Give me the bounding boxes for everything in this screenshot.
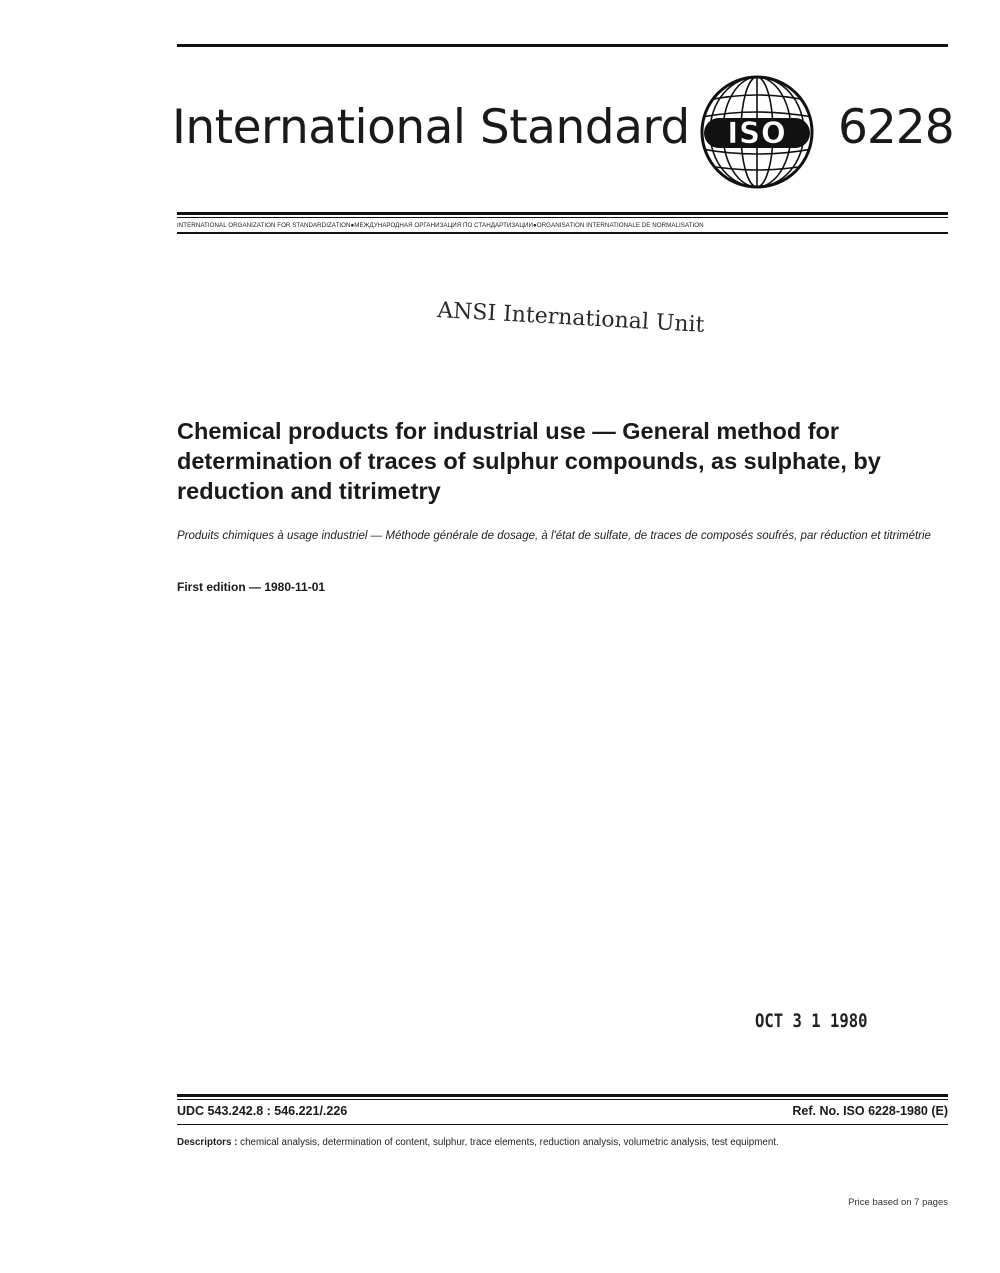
document-title: Chemical products for industrial use — General method for determination of traces of sulphur compounds, as sulphate, by reduction and titrimetry [177, 418, 881, 504]
header-rule-thick [177, 212, 948, 215]
udc-number: UDC 543.242.8 : 546.221/.226 [177, 1104, 348, 1118]
standard-title: International Standard [172, 100, 690, 155]
header-rule-thin [177, 217, 948, 218]
edition-line: First edition — 1980-11-01 [177, 580, 326, 594]
footer-rule-mid [177, 1124, 948, 1125]
footer-rule-thick [177, 1094, 948, 1097]
standard-number: 6228 [838, 100, 954, 155]
french-title: Produits chimiques à usage industriel — Méthode générale de dosage, à l'état de sulfate, de traces de composés soufrés, par réduction et titrimétrie [177, 530, 931, 542]
top-rule [177, 44, 948, 47]
ansi-stamp: ANSI International Unit [436, 298, 706, 338]
organization-line: INTERNATIONAL ORGANIZATION FOR STANDARDIZATION●МЕЖДУНАРОДНАЯ ОРГАНИЗАЦИЯ ПО СТАНДАРТИЗАЦИИ●ORGANISATION INTERNATIONALE DE NORMALISATION [177, 222, 704, 229]
footer-rule-thin [177, 1099, 948, 1100]
iso-logo-text: ISO [727, 116, 787, 150]
org-line-rule [177, 232, 948, 234]
descriptors-label: Descriptors : [177, 1137, 238, 1148]
received-date-stamp: OCT 3 1 1980 [755, 1010, 868, 1032]
reference-number: Ref. No. ISO 6228-1980 (E) [792, 1104, 948, 1118]
iso-globe-logo [700, 75, 814, 189]
descriptors-text: chemical analysis, determination of content, sulphur, trace elements, reduction analysis, volumetric analysis, test equipment. [240, 1137, 779, 1148]
descriptors-line [177, 1137, 948, 1148]
price-note: Price based on 7 pages [848, 1197, 948, 1208]
